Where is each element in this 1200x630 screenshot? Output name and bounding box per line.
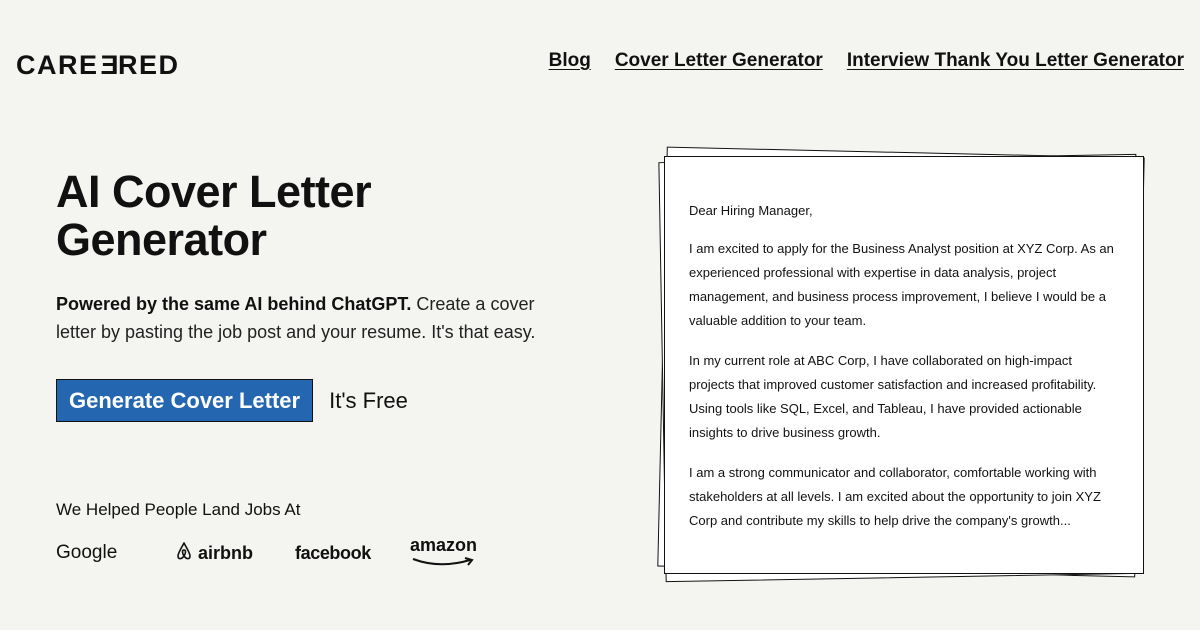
hero-subtitle-bold: Powered by the same AI behind ChatGPT. <box>56 294 412 314</box>
nav-link-blog[interactable]: Blog <box>548 50 591 71</box>
letter-paragraph: In my current role at ABC Corp, I have collaborated on high-impact projects that improved customer satisfaction and increased profitability. Using tools like SQL, Excel, and Tableau, I have provided actionable insights to drive business growth. <box>689 353 1097 440</box>
careered-logo[interactable] <box>16 50 180 81</box>
logo-text-flipped-e: E <box>98 50 119 80</box>
letter-greeting: Dear Hiring Manager, <box>689 203 813 218</box>
hero-subtitle-rest: Create a cover letter by pasting the job post and your resume. It's that easy. <box>56 294 536 342</box>
facebook-logo-text: facebook <box>295 542 371 563</box>
social-proof-heading: We Helped People Land Jobs At <box>56 500 301 519</box>
sample-cover-letter <box>664 156 1144 574</box>
amazon-logo-text: amazon <box>410 535 478 555</box>
nav-link-interview-thank-you-letter-generator[interactable]: Interview Thank You Letter Generator <box>846 50 1184 71</box>
google-logo-text: Google <box>56 542 118 563</box>
logo-text-part1: CARE <box>16 50 99 80</box>
logo-text-part3: RED <box>118 50 180 80</box>
cta-row <box>56 379 408 422</box>
airbnb-logo-text: airbnb <box>198 542 254 563</box>
letter-paragraph: I am excited to apply for the Business Analyst position at XYZ Corp. As an experienced professional with expertise in data analysis, project management, and business process improvement, I believe I would be a valuable addition to your team. <box>689 241 1114 328</box>
facebook-logo <box>295 543 410 564</box>
letter-paragraph: I am a strong communicator and collaborator, comfortable working with stakeholders at all levels. I am excited about the opportunity to join XYZ Corp and contribute my skills to help drive the company's growth... <box>689 465 1101 528</box>
hero-subtitle <box>56 290 576 346</box>
nav-link-cover-letter-generator[interactable]: Cover Letter Generator <box>614 50 823 71</box>
top-nav <box>549 50 1184 72</box>
generate-cover-letter-button[interactable]: Generate Cover Letter <box>56 379 313 422</box>
amazon-logo <box>410 536 480 570</box>
its-free-label: It's Free <box>329 387 408 413</box>
amazon-smile-icon <box>410 552 480 570</box>
brand-logos <box>56 536 480 570</box>
hero-title: AI Cover Letter Generator <box>56 166 372 265</box>
airbnb-logo <box>174 541 295 566</box>
airbnb-icon <box>174 541 194 566</box>
google-logo <box>56 542 174 564</box>
